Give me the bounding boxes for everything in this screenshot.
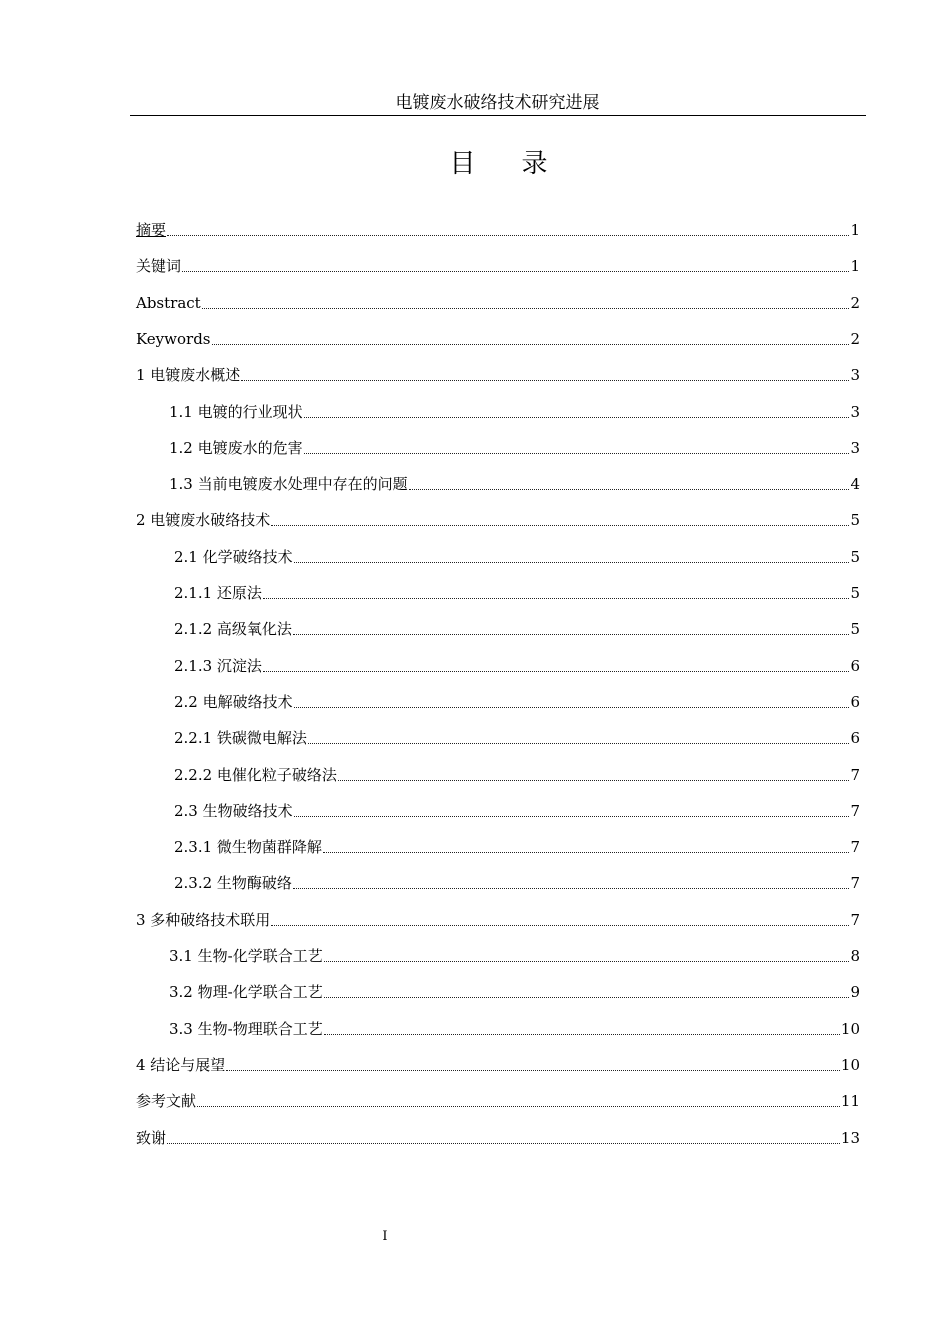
toc-entry-label: 3 多种破络技术联用	[136, 910, 271, 929]
toc-entry[interactable]	[174, 763, 860, 785]
toc-title-char-2: 录	[521, 149, 548, 179]
toc-entry-label: 2.1.1 还原法	[174, 584, 262, 602]
toc-title-char-1: 目	[449, 149, 476, 179]
toc-entry[interactable]	[136, 1089, 860, 1111]
toc-entry-page: 5	[850, 620, 860, 639]
toc-entry-label: 1 电镀废水概述	[136, 366, 241, 385]
toc-leader-dots	[293, 634, 850, 635]
toc-entry-page: 2	[850, 329, 860, 348]
toc-entry-label: 3.3 生物-物理联合工艺	[169, 1019, 323, 1038]
toc-leader-dots	[202, 308, 850, 309]
toc-leader-dots	[294, 816, 850, 817]
toc-entry-label: 2.3.1 微生物菌群降解	[174, 838, 322, 857]
toc-entry[interactable]	[174, 799, 860, 821]
toc-leader-dots	[308, 743, 850, 744]
toc-leader-dots	[263, 598, 850, 599]
toc-entry[interactable]	[136, 363, 860, 385]
page-number: I	[382, 1229, 388, 1244]
toc-entry-page: 7	[850, 874, 860, 893]
toc-entry-page: 10	[840, 1055, 860, 1074]
toc-entry[interactable]	[136, 508, 860, 530]
toc-entry[interactable]	[136, 1126, 860, 1148]
toc-leader-dots	[241, 380, 849, 381]
toc-entry-label: 1.2 电镀废水的危害	[169, 438, 303, 457]
toc-entry-page: 7	[850, 765, 860, 784]
toc-entry[interactable]	[136, 327, 860, 349]
toc-entry-label: 3.2 物理-化学联合工艺	[169, 983, 323, 1002]
toc-entry-label: 1.3 当前电镀废水处理中存在的问题	[169, 475, 408, 494]
toc-entry-page: 5	[850, 584, 860, 602]
toc-entry-page: 13	[840, 1128, 860, 1147]
toc-entry[interactable]	[169, 400, 860, 422]
toc-entry-page: 1	[850, 221, 860, 239]
toc-entry-label: 致谢	[136, 1128, 167, 1147]
toc-entry-page: 3	[850, 402, 860, 421]
toc-leader-dots	[324, 1034, 840, 1035]
toc-entry-label: Abstract	[136, 293, 201, 312]
toc-entry-page: 5	[850, 511, 860, 530]
toc-leader-dots	[338, 780, 850, 781]
toc-entry-page: 8	[850, 947, 860, 965]
toc-leader-dots	[304, 453, 850, 454]
toc-entry-page: 7	[850, 838, 860, 857]
toc-entry-label: 2.2.1 铁碳微电解法	[174, 729, 307, 748]
toc-entry-label: 1.1 电镀的行业现状	[169, 402, 303, 421]
toc-entry-label: Keywords	[136, 329, 211, 348]
toc-entry[interactable]	[136, 291, 860, 313]
toc-entry-page: 5	[850, 547, 860, 566]
toc-entry-label: 摘要	[136, 221, 167, 239]
toc-entry[interactable]	[174, 690, 860, 712]
toc-entry[interactable]	[169, 980, 860, 1002]
toc-leader-dots	[212, 344, 850, 345]
toc-entry[interactable]	[174, 545, 860, 567]
toc-entry-label: 3.1 生物-化学联合工艺	[169, 947, 323, 965]
toc-entry[interactable]	[174, 617, 860, 639]
toc-leader-dots	[293, 888, 850, 889]
toc-entry[interactable]	[169, 944, 860, 966]
toc-entry-label: 2.1.3 沉淀法	[174, 656, 262, 675]
toc-entry-page: 6	[850, 692, 860, 711]
toc-leader-dots	[304, 417, 850, 418]
toc-leader-dots	[263, 671, 850, 672]
toc-entry-page: 2	[850, 293, 860, 312]
toc-entry-label: 2.2.2 电催化粒子破络法	[174, 765, 337, 784]
toc-entry-page: 9	[850, 983, 860, 1002]
toc-entry[interactable]	[169, 1017, 860, 1039]
toc-entry-page: 6	[850, 656, 860, 675]
toc-entry[interactable]	[136, 1053, 860, 1075]
toc-entry[interactable]	[169, 436, 860, 458]
toc-entry-page: 10	[840, 1019, 860, 1038]
toc-leader-dots	[323, 852, 850, 853]
toc-entry[interactable]	[136, 908, 860, 930]
toc-entry-label: 4 结论与展望	[136, 1055, 226, 1074]
toc-leader-dots	[182, 271, 849, 272]
toc-leader-dots	[294, 562, 850, 563]
toc-leader-dots	[324, 997, 850, 998]
toc-entry[interactable]	[174, 726, 860, 748]
toc-entry[interactable]	[136, 254, 860, 276]
toc-entry-label: 2.2 电解破络技术	[174, 692, 293, 711]
toc-entry-page: 3	[850, 438, 860, 457]
toc-entry-page: 3	[850, 366, 860, 385]
toc-entry-label: 2.1 化学破络技术	[174, 547, 293, 566]
toc-entry-page: 7	[850, 910, 860, 929]
toc-entry-label: 2.3.2 生物酶破络	[174, 874, 292, 893]
toc-leader-dots	[167, 235, 849, 236]
toc-entry-label: 2.3 生物破络技术	[174, 801, 293, 820]
toc-leader-dots	[271, 525, 849, 526]
toc-entry-page: 11	[840, 1092, 860, 1111]
toc-entry-page: 1	[850, 257, 860, 276]
toc-entry-label: 2.1.2 高级氧化法	[174, 620, 292, 639]
running-header-title: 电镀废水破络技术研究进展	[395, 93, 600, 113]
toc-entry-page: 4	[850, 475, 860, 494]
toc-leader-dots	[197, 1106, 840, 1107]
toc-entry-label: 参考文献	[136, 1092, 197, 1111]
toc-entry[interactable]	[174, 654, 860, 676]
toc-leader-dots	[167, 1143, 840, 1144]
toc-leader-dots	[294, 707, 850, 708]
toc-entry-label: 关键词	[136, 257, 182, 276]
toc-entry[interactable]	[174, 871, 860, 893]
toc-leader-dots	[324, 961, 850, 962]
toc-leader-dots	[409, 489, 850, 490]
toc-leader-dots	[271, 925, 849, 926]
toc-entry-page: 7	[850, 801, 860, 820]
toc-entry[interactable]	[169, 472, 860, 494]
toc-entry-label: 2 电镀废水破络技术	[136, 511, 271, 530]
toc-entry[interactable]	[136, 218, 860, 240]
toc-entry[interactable]	[174, 581, 860, 603]
toc-leader-dots	[226, 1070, 840, 1071]
toc-entry[interactable]	[174, 835, 860, 857]
toc-entry-page: 6	[850, 729, 860, 748]
